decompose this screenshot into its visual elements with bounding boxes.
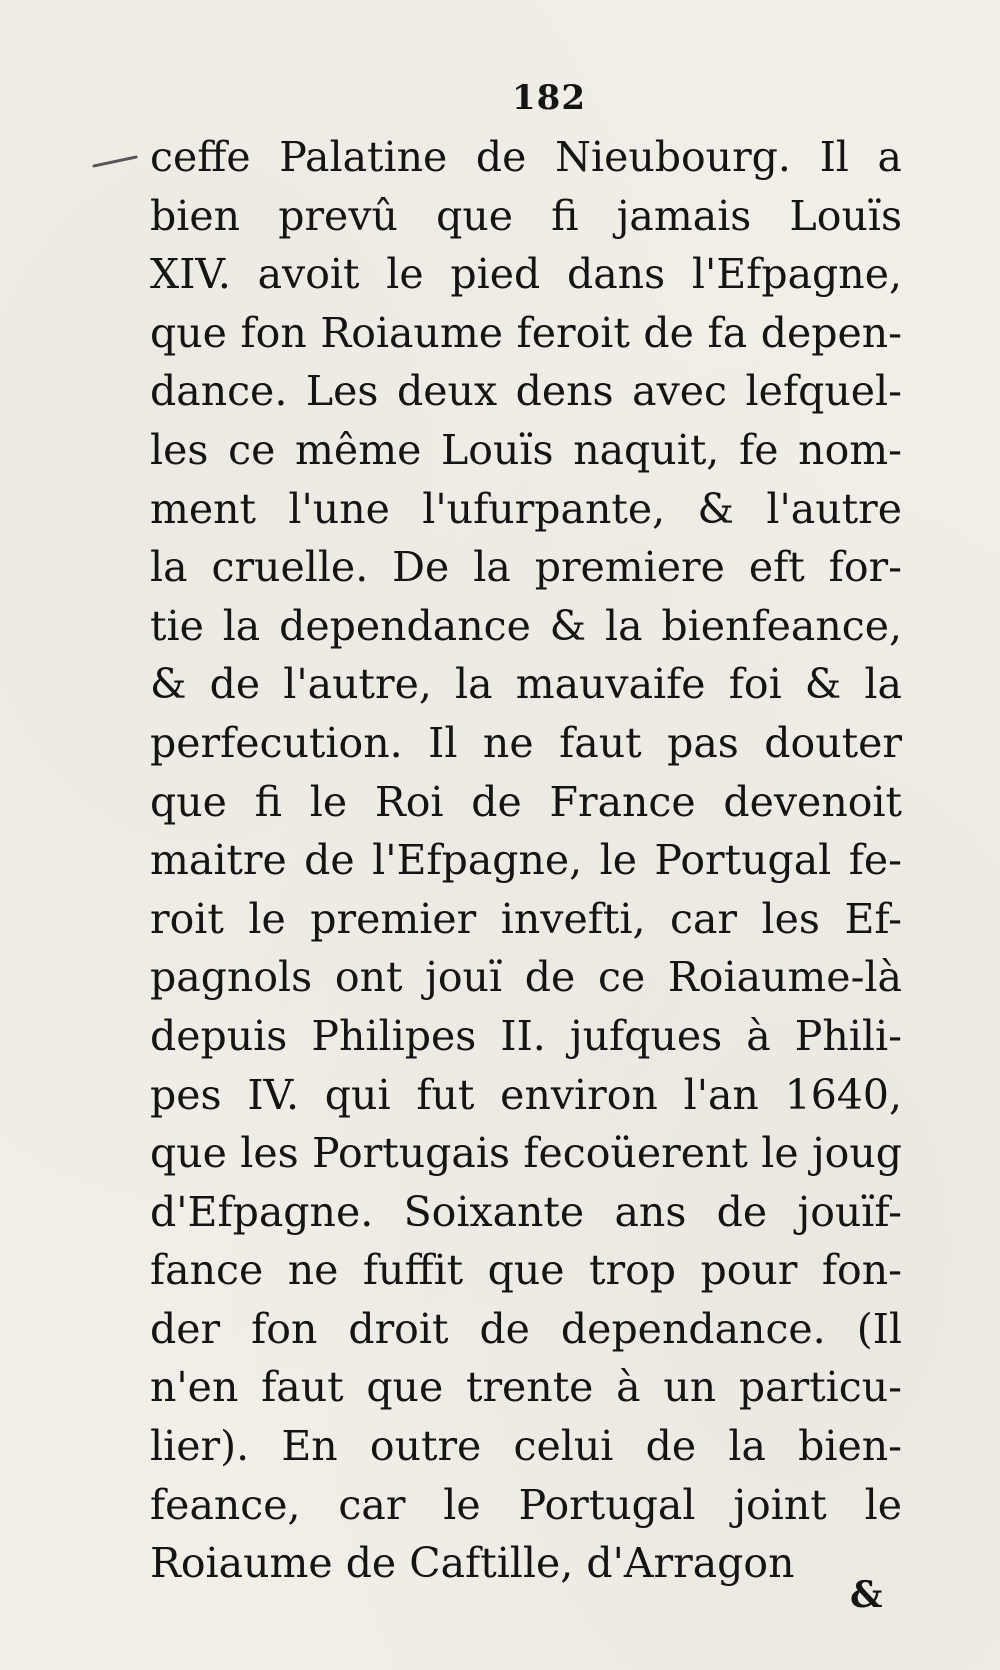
text-line: & de l'autre, la mauvaife foi & la — [150, 660, 902, 709]
text-line: der fon droit de dependance. (Il — [150, 1304, 902, 1353]
text-line: que fi le Roi de France devenoit — [150, 777, 902, 826]
text-line: bien prevû que fi jamais Louïs — [150, 191, 902, 240]
text-line: dance. Les deux dens avec lefquel- — [150, 367, 902, 416]
body-text — [150, 128, 902, 1593]
text-line: tie la dependance & la bienfeance, — [150, 601, 902, 650]
text-line: ment l'une l'ufurpante, & l'autre — [150, 484, 902, 533]
text-line: depuis Philipes II. jufques à Phili- — [150, 1011, 902, 1060]
text-line: roit le premier invefti, car les Ef- — [150, 894, 902, 943]
text-line: la cruelle. De la premiere eft for- — [150, 543, 902, 592]
text-line: d'Efpagne. Soixante ans de jouïf- — [150, 1187, 902, 1236]
text-line: perfecution. Il ne faut pas douter — [150, 718, 902, 767]
text-line: feance, car le Portugal joint le — [150, 1480, 902, 1529]
text-line: les ce même Louïs naquit, fe nom- — [150, 425, 902, 474]
catchword: & — [850, 1574, 883, 1616]
text-line: Roiaume de Caftille, d'Arragon — [150, 1539, 795, 1588]
text-line: n'en faut que trente à un particu- — [150, 1363, 902, 1412]
text-line: lier). En outre celui de la bien- — [150, 1422, 902, 1471]
text-line: XIV. avoit le pied dans l'Efpagne, — [150, 250, 902, 299]
text-line: que fon Roiaume feroit de fa depen- — [150, 308, 902, 357]
text-line: fance ne fuffit que trop pour fon- — [150, 1246, 902, 1295]
text-line: maitre de l'Efpagne, le Portugal fe- — [150, 836, 902, 885]
text-line: pes IV. qui fut environ l'an 1640, — [150, 1070, 902, 1119]
margin-mark — [92, 155, 138, 167]
text-line: ceffe Palatine de Nieubourg. Il a — [150, 133, 902, 181]
text-line: pagnols ont jouï de ce Roiaume-là — [150, 953, 902, 1002]
text-line: que les Portugais fecoüerent le joug — [150, 1129, 902, 1178]
page-number: 182 — [512, 78, 586, 118]
